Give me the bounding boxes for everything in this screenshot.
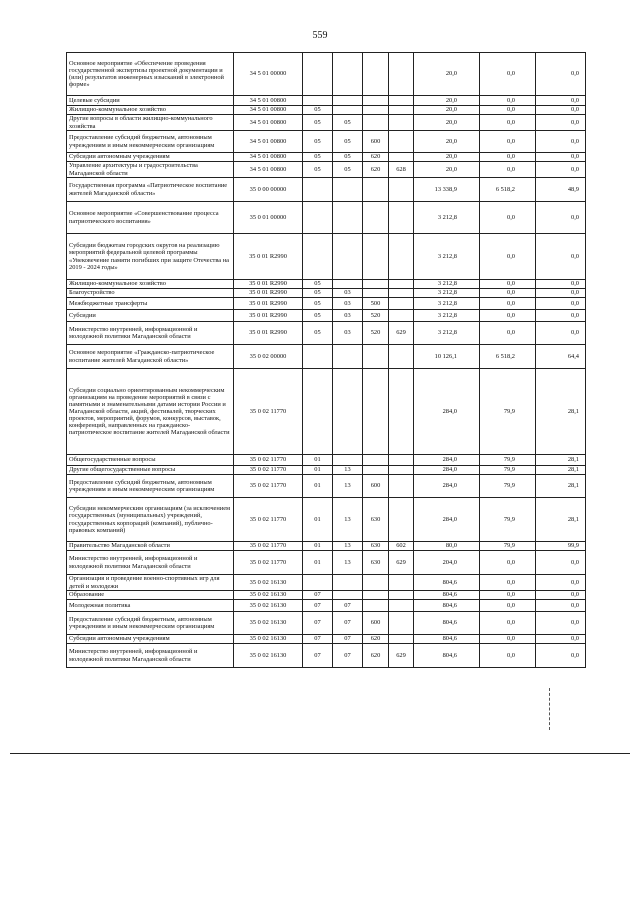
planned-amount: 3 212,8 [414,322,480,345]
table-row [67,202,586,234]
executed-amount: 6 518,2 [480,178,536,202]
execution-percent: 28,1 [536,466,586,475]
table-row [67,280,586,289]
executed-amount: 0,0 [480,280,536,289]
row-name: Благоустройство [67,289,234,298]
expense-type-code [363,575,389,591]
target-article-code: 35 0 01 R2990 [234,322,303,345]
section-code: 05 [303,310,333,322]
table-row [67,96,586,106]
target-article-code: 34 5 01 00000 [234,53,303,96]
execution-percent: 0,0 [536,131,586,153]
section-code [303,96,333,106]
planned-amount: 804,6 [414,600,480,612]
target-article-code: 35 0 02 16130 [234,612,303,635]
target-article-code: 35 0 02 16130 [234,600,303,612]
expense-type-code [363,600,389,612]
expense-type-code: 620 [363,644,389,668]
subsection-code [333,345,363,369]
target-article-code: 35 0 02 16130 [234,591,303,600]
row-name: Субсидии автономным учреждениям [67,635,234,644]
expense-type-code [363,115,389,131]
subsection-code [333,96,363,106]
expense-type-code [363,345,389,369]
executed-amount: 0,0 [480,106,536,115]
subsection-code [333,455,363,466]
section-code: 01 [303,466,333,475]
executed-amount: 0,0 [480,162,536,178]
planned-amount: 20,0 [414,153,480,162]
target-article-code: 34 5 01 00800 [234,162,303,178]
subsection-code: 03 [333,289,363,298]
subsection-code: 13 [333,542,363,551]
section-code: 05 [303,289,333,298]
subsection-code [333,53,363,96]
execution-percent: 64,4 [536,345,586,369]
row-name: Общегосударственные вопросы [67,455,234,466]
section-code: 07 [303,612,333,635]
planned-amount: 20,0 [414,106,480,115]
administrator-code [389,612,414,635]
administrator-code [389,289,414,298]
executed-amount: 79,9 [480,542,536,551]
planned-amount: 804,6 [414,635,480,644]
subsection-code: 05 [333,115,363,131]
executed-amount: 0,0 [480,202,536,234]
expense-type-code [363,53,389,96]
table-row [67,53,586,96]
table-row [67,644,586,668]
subsection-code: 03 [333,310,363,322]
table-row [67,551,586,575]
target-article-code: 35 0 02 16130 [234,635,303,644]
budget-table [66,52,586,668]
expense-type-code [363,280,389,289]
row-name: Субсидии бюджетам городских округов на реализацию мероприятий федеральной целевой программы «Увековечение памяти погибших при защите Отечества на 2019 - 2024 годы» [67,234,234,280]
executed-amount: 0,0 [480,551,536,575]
expense-type-code [363,178,389,202]
target-article-code: 35 0 02 11770 [234,466,303,475]
planned-amount: 804,6 [414,612,480,635]
expense-type-code [363,289,389,298]
section-code: 05 [303,322,333,345]
administrator-code [389,466,414,475]
expense-type-code: 630 [363,551,389,575]
section-code: 05 [303,153,333,162]
execution-percent: 28,1 [536,498,586,542]
section-code: 05 [303,131,333,153]
executed-amount: 0,0 [480,635,536,644]
expense-type-code [363,234,389,280]
execution-percent: 0,0 [536,612,586,635]
executed-amount: 0,0 [480,310,536,322]
administrator-code [389,280,414,289]
subsection-code [333,234,363,280]
expense-type-code: 520 [363,310,389,322]
planned-amount: 804,6 [414,644,480,668]
planned-amount: 3 212,8 [414,298,480,310]
section-code [303,234,333,280]
table-row [67,234,586,280]
row-name: Предоставление субсидий бюджетным, автономным учреждениям и иным некоммерческим организациям [67,612,234,635]
execution-percent: 28,1 [536,455,586,466]
table-row [67,345,586,369]
executed-amount: 0,0 [480,131,536,153]
administrator-code: 629 [389,644,414,668]
planned-amount: 284,0 [414,455,480,466]
target-article-code: 35 0 01 00000 [234,202,303,234]
section-code: 01 [303,542,333,551]
executed-amount: 79,9 [480,475,536,498]
row-name: Субсидии [67,310,234,322]
executed-amount: 0,0 [480,298,536,310]
administrator-code [389,575,414,591]
expense-type-code: 600 [363,131,389,153]
administrator-code [389,53,414,96]
executed-amount: 0,0 [480,322,536,345]
expense-type-code: 500 [363,298,389,310]
executed-amount: 79,9 [480,455,536,466]
section-code: 07 [303,600,333,612]
target-article-code: 35 0 01 R2990 [234,234,303,280]
execution-percent: 0,0 [536,153,586,162]
subsection-code: 07 [333,644,363,668]
table-row [67,162,586,178]
subsection-code: 03 [333,322,363,345]
expense-type-code [363,466,389,475]
table-row [67,591,586,600]
row-name: Министерство внутренней, информационной и молодежной политики Магаданской области [67,551,234,575]
planned-amount: 284,0 [414,466,480,475]
execution-percent: 0,0 [536,322,586,345]
section-code: 01 [303,475,333,498]
planned-amount: 20,0 [414,53,480,96]
executed-amount: 0,0 [480,53,536,96]
execution-percent: 0,0 [536,298,586,310]
row-name: Основное мероприятие «Обеспечение проведения государственной экспертизы проектной документации и (или) результатов инженерных изысканий в электронной форме» [67,53,234,96]
table-row [67,131,586,153]
expense-type-code: 620 [363,153,389,162]
planned-amount: 284,0 [414,475,480,498]
table-row [67,178,586,202]
administrator-code [389,475,414,498]
subsection-code: 07 [333,612,363,635]
row-name: Предоставление субсидий бюджетным, автономным учреждениям и иным некоммерческим организациям [67,475,234,498]
planned-amount: 3 212,8 [414,289,480,298]
execution-percent: 28,1 [536,475,586,498]
target-article-code: 35 0 01 R2990 [234,298,303,310]
execution-percent: 0,0 [536,310,586,322]
executed-amount: 79,9 [480,466,536,475]
subsection-code [333,106,363,115]
table-row [67,289,586,298]
subsection-code: 05 [333,131,363,153]
table-row [67,475,586,498]
table-row [67,310,586,322]
executed-amount: 0,0 [480,644,536,668]
planned-amount: 20,0 [414,96,480,106]
table-row [67,298,586,310]
table-row [67,600,586,612]
administrator-code [389,635,414,644]
target-article-code: 35 0 01 R2990 [234,280,303,289]
execution-percent: 0,0 [536,635,586,644]
administrator-code [389,600,414,612]
table-row [67,455,586,466]
section-code: 07 [303,591,333,600]
row-name: Правительство Магаданской области [67,542,234,551]
row-name: Субсидии социально ориентированным некоммерческим организациям на проведение мероприятий в связи с памятными и знаменательными датами истории России и Магаданской области, акций, фестивалей, творческих проектов, мероприятий, форумов, конкурсов, выставок, конференций, направленных на гражданско-патриотическое воспитание жителей Магаданской области [67,369,234,455]
row-name: Управление архитектуры и градостроительства Магаданской области [67,162,234,178]
row-name: Министерство внутренней, информационной и молодежной политики Магаданской области [67,644,234,668]
administrator-code [389,345,414,369]
expense-type-code [363,106,389,115]
executed-amount: 0,0 [480,96,536,106]
expense-type-code: 600 [363,612,389,635]
row-name: Межбюджетные трансферты [67,298,234,310]
row-name: Целевые субсидии [67,96,234,106]
execution-percent: 0,0 [536,280,586,289]
expense-type-code: 620 [363,635,389,644]
execution-percent: 99,9 [536,542,586,551]
administrator-code [389,498,414,542]
section-code: 07 [303,644,333,668]
executed-amount: 0,0 [480,600,536,612]
planned-amount: 204,0 [414,551,480,575]
section-code [303,178,333,202]
administrator-code [389,298,414,310]
administrator-code [389,234,414,280]
executed-amount: 0,0 [480,575,536,591]
section-code: 05 [303,162,333,178]
section-code [303,369,333,455]
page-number: 559 [312,30,328,41]
subsection-code [333,369,363,455]
table-row [67,106,586,115]
target-article-code: 34 5 01 00800 [234,115,303,131]
planned-amount: 80,0 [414,542,480,551]
table-row [67,612,586,635]
execution-percent: 0,0 [536,115,586,131]
target-article-code: 35 0 02 11770 [234,455,303,466]
target-article-code: 35 0 02 00000 [234,345,303,369]
subsection-code: 05 [333,162,363,178]
table-row [67,635,586,644]
row-name: Субсидии некоммерческим организациям (за исключением государственных (муниципальных) учреждений, государственных корпораций (компаний), публично-правовых компаний) [67,498,234,542]
planned-amount: 20,0 [414,115,480,131]
execution-percent: 0,0 [536,106,586,115]
executed-amount: 0,0 [480,289,536,298]
executed-amount: 0,0 [480,612,536,635]
administrator-code: 629 [389,551,414,575]
administrator-code [389,106,414,115]
target-article-code: 35 0 00 00000 [234,178,303,202]
subsection-code: 13 [333,498,363,542]
bottom-rule [10,753,630,754]
expense-type-code: 620 [363,162,389,178]
section-code: 05 [303,115,333,131]
expense-type-code [363,455,389,466]
section-code: 07 [303,635,333,644]
row-name: Основное мероприятие «Совершенствование процесса патриотического воспитания» [67,202,234,234]
section-code: 01 [303,551,333,575]
target-article-code: 35 0 02 11770 [234,542,303,551]
execution-percent: 0,0 [536,96,586,106]
planned-amount: 804,6 [414,575,480,591]
expense-type-code [363,96,389,106]
expense-type-code [363,369,389,455]
execution-percent: 0,0 [536,575,586,591]
expense-type-code [363,591,389,600]
execution-percent: 0,0 [536,551,586,575]
section-code [303,202,333,234]
target-article-code: 34 5 01 00800 [234,131,303,153]
execution-percent: 0,0 [536,600,586,612]
row-name: Предоставление субсидий бюджетным, автономным учреждениям и иным некоммерческим организациям [67,131,234,153]
planned-amount: 3 212,8 [414,234,480,280]
target-article-code: 35 0 02 11770 [234,498,303,542]
row-name: Субсидии автономным учреждениям [67,153,234,162]
planned-amount: 10 126,1 [414,345,480,369]
executed-amount: 0,0 [480,153,536,162]
subsection-code: 13 [333,475,363,498]
subsection-code: 05 [333,153,363,162]
planned-amount: 284,0 [414,498,480,542]
row-name: Основное мероприятие «Гражданско-патриотическое воспитание жителей Магаданской области» [67,345,234,369]
executed-amount: 6 518,2 [480,345,536,369]
table-body [67,53,586,668]
section-code: 01 [303,455,333,466]
administrator-code [389,153,414,162]
section-code: 05 [303,106,333,115]
target-article-code: 35 0 02 16130 [234,575,303,591]
table-row [67,498,586,542]
planned-amount: 3 212,8 [414,310,480,322]
execution-percent: 0,0 [536,644,586,668]
administrator-code [389,591,414,600]
section-code [303,345,333,369]
administrator-code [389,455,414,466]
section-code [303,53,333,96]
table-row [67,575,586,591]
execution-percent: 0,0 [536,289,586,298]
target-article-code: 35 0 02 11770 [234,369,303,455]
executed-amount: 0,0 [480,115,536,131]
target-article-code: 35 0 02 16130 [234,644,303,668]
row-name: Жилищно-коммунальное хозяйство [67,106,234,115]
administrator-code [389,115,414,131]
administrator-code [389,310,414,322]
administrator-code: 602 [389,542,414,551]
target-article-code: 34 5 01 00800 [234,106,303,115]
row-name: Государственная программа «Патриотическое воспитание жителей Магаданской области» [67,178,234,202]
administrator-code [389,96,414,106]
target-article-code: 35 0 01 R2990 [234,310,303,322]
executed-amount: 0,0 [480,234,536,280]
planned-amount: 3 212,8 [414,280,480,289]
target-article-code: 35 0 02 11770 [234,551,303,575]
executed-amount: 79,9 [480,498,536,542]
planned-amount: 20,0 [414,162,480,178]
planned-amount: 284,0 [414,369,480,455]
subsection-code [333,202,363,234]
expense-type-code: 630 [363,542,389,551]
table-row [67,542,586,551]
execution-percent: 28,1 [536,369,586,455]
planned-amount: 3 212,8 [414,202,480,234]
target-article-code: 35 0 01 R2990 [234,289,303,298]
row-name: Другие вопросы в области жилищно-коммунального хозяйства [67,115,234,131]
table-row [67,322,586,345]
subsection-code: 03 [333,298,363,310]
section-code: 01 [303,498,333,542]
dashed-margin-line [549,688,550,730]
planned-amount: 20,0 [414,131,480,153]
row-name: Организация и проведение военно-спортивных игр для детей и молодежи [67,575,234,591]
target-article-code: 35 0 02 11770 [234,475,303,498]
administrator-code: 629 [389,322,414,345]
section-code [303,575,333,591]
table-row [67,153,586,162]
row-name: Министерство внутренней, информационной и молодежной политики Магаданской области [67,322,234,345]
planned-amount: 13 338,9 [414,178,480,202]
execution-percent: 48,9 [536,178,586,202]
execution-percent: 0,0 [536,202,586,234]
subsection-code: 07 [333,600,363,612]
table-row [67,369,586,455]
execution-percent: 0,0 [536,591,586,600]
subsection-code [333,591,363,600]
expense-type-code: 600 [363,475,389,498]
expense-type-code: 630 [363,498,389,542]
subsection-code [333,178,363,202]
budget-table-container [66,52,586,668]
execution-percent: 0,0 [536,162,586,178]
subsection-code: 13 [333,466,363,475]
planned-amount: 804,6 [414,591,480,600]
row-name: Другие общегосударственные вопросы [67,466,234,475]
table-row [67,115,586,131]
section-code: 05 [303,280,333,289]
expense-type-code [363,202,389,234]
row-name: Жилищно-коммунальное хозяйство [67,280,234,289]
subsection-code [333,575,363,591]
administrator-code [389,131,414,153]
executed-amount: 79,9 [480,369,536,455]
executed-amount: 0,0 [480,591,536,600]
subsection-code: 13 [333,551,363,575]
subsection-code: 07 [333,635,363,644]
administrator-code: 628 [389,162,414,178]
execution-percent: 0,0 [536,234,586,280]
subsection-code [333,280,363,289]
administrator-code [389,202,414,234]
expense-type-code: 520 [363,322,389,345]
administrator-code [389,178,414,202]
table-row [67,466,586,475]
row-name: Молодежная политика [67,600,234,612]
administrator-code [389,369,414,455]
target-article-code: 34 5 01 00800 [234,153,303,162]
section-code: 05 [303,298,333,310]
target-article-code: 34 5 01 00800 [234,96,303,106]
row-name: Образование [67,591,234,600]
execution-percent: 0,0 [536,53,586,96]
